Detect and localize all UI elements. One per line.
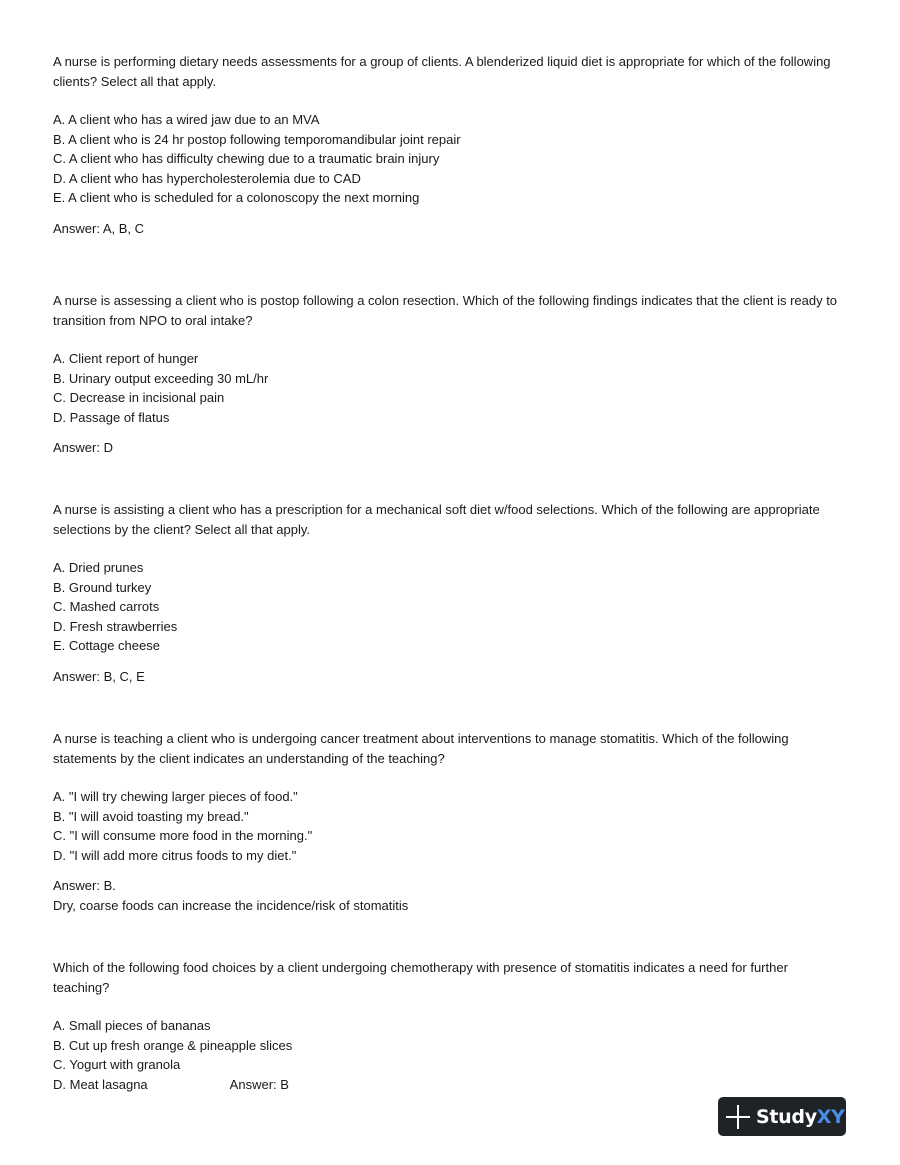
option-item: A. Dried prunes	[53, 560, 144, 575]
option-item: C. Decrease in incisional pain	[53, 390, 225, 405]
option-item: E. Cottage cheese	[53, 638, 160, 653]
option-list	[53, 787, 843, 865]
question-stem: A nurse is assessing a client who is postop following a colon resection. Which of the following findings indicates that the client is ready to transition from NPO to oral intake?	[53, 293, 838, 328]
studyxy-logo	[718, 1097, 846, 1136]
option-item: D. A client who has hypercholesterolemia due to CAD	[53, 170, 361, 186]
question-stem: A nurse is performing dietary needs assessments for a group of clients. A blenderized liquid diet is appropriate for which of the following clients? Select all that apply.	[53, 54, 831, 89]
option-item: A. A client who has a wired jaw due to an MVA	[53, 112, 320, 127]
option-item-with-answer	[53, 1075, 843, 1095]
question-3	[53, 500, 843, 729]
option-item: A. "I will try chewing larger pieces of food."	[53, 789, 298, 804]
option-item: B. Urinary output exceeding 30 mL/hr	[53, 370, 269, 386]
option-list	[53, 110, 843, 208]
option-item: C. Mashed carrots	[53, 599, 160, 614]
option-item: E. A client who is scheduled for a colonoscopy the next morning	[53, 190, 420, 205]
question-1	[53, 52, 843, 291]
option-item: D. Fresh strawberries	[53, 618, 178, 634]
option-item: A. Client report of hunger	[53, 351, 199, 366]
option-item: C. Yogurt with granola	[53, 1057, 181, 1072]
question-5	[53, 958, 843, 1094]
option-item: D. Passage of flatus	[53, 409, 170, 425]
answer-text: Answer: B.	[53, 878, 116, 893]
option-item: C. "I will consume more food in the morning."	[53, 828, 313, 843]
question-stem: A nurse is assisting a client who has a prescription for a mechanical soft diet w/food selections. Which of the following are appropriate selections by the client? Select all that apply.	[53, 502, 820, 537]
option-item: D. Meat lasagna	[53, 1076, 148, 1092]
answer-text: Answer: A, B, C	[53, 220, 145, 236]
logo-wordmark	[756, 1106, 845, 1128]
option-list	[53, 558, 843, 656]
option-item: B. Ground turkey	[53, 579, 152, 595]
question-2	[53, 291, 843, 500]
option-item: C. A client who has difficulty chewing due to a traumatic brain injury	[53, 151, 440, 166]
document-page	[53, 52, 843, 1094]
question-stem: Which of the following food choices by a client undergoing chemotherapy with presence of stomatitis indicates a need for further teaching?	[53, 960, 788, 995]
logo-text-accent: XY	[816, 1105, 845, 1128]
answer-text: Answer: B, C, E	[53, 668, 145, 684]
option-list	[53, 1016, 843, 1094]
answer-text: Answer: D	[53, 440, 113, 455]
plus-icon	[726, 1105, 750, 1129]
rationale-text: Dry, coarse foods can increase the incidence/risk of stomatitis	[53, 897, 409, 913]
option-list	[53, 349, 843, 427]
option-item: B. "I will avoid toasting my bread."	[53, 808, 249, 824]
option-item: D. "I will add more citrus foods to my diet."	[53, 847, 297, 863]
option-item: A. Small pieces of bananas	[53, 1018, 211, 1033]
question-stem: A nurse is teaching a client who is undergoing cancer treatment about interventions to manage stomatitis. Which of the following statements by the client indicates an understanding of the teaching?	[53, 731, 789, 766]
option-item: B. Cut up fresh orange & pineapple slices	[53, 1037, 293, 1053]
answer-text: Answer: B	[229, 1076, 289, 1092]
option-item: B. A client who is 24 hr postop following temporomandibular joint repair	[53, 131, 461, 147]
logo-text-main: Study	[756, 1105, 817, 1128]
question-4	[53, 729, 843, 958]
